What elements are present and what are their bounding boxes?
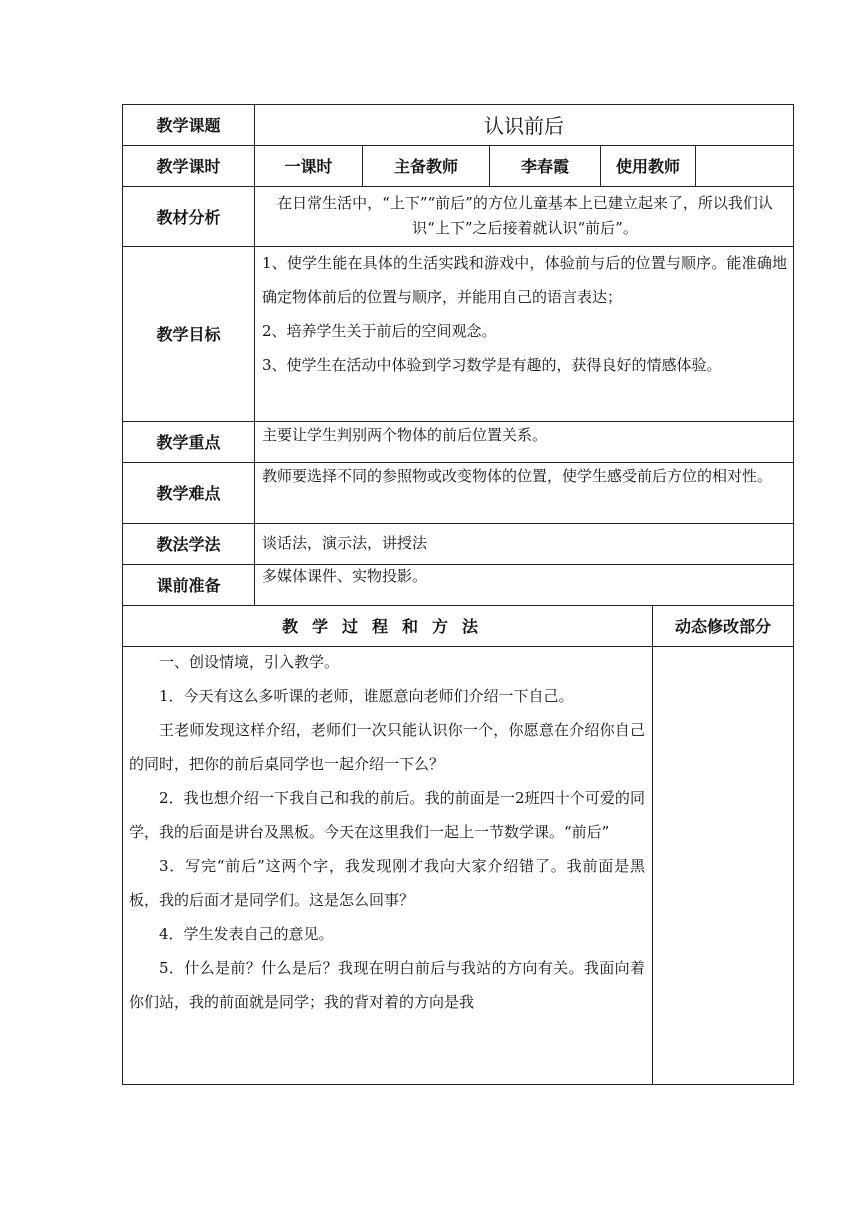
lead-teacher-value: 李春霞 [520, 157, 569, 176]
key-label: 教学重点 [156, 433, 221, 452]
user-teacher-label: 使用教师 [615, 157, 680, 176]
process-paragraph: 4．学生发表自己的意见。 [159, 925, 334, 943]
process-paragraph: 3．写完“前后”这两个字，我发现刚才我向大家介绍错了。我前面是黑板，我的后面才是同学们。这是怎么回事？ [129, 857, 645, 909]
key-text: 主要让学生判别两个物体的前后位置关系。 [262, 426, 548, 444]
table-border-right [793, 104, 794, 1085]
process-body [129, 645, 645, 1083]
dynamic-header: 动态修改部分 [674, 617, 771, 636]
hours-label: 教学课时 [156, 157, 221, 176]
difficulty-label: 教学难点 [156, 484, 221, 503]
topic-value: 认识前后 [484, 114, 564, 138]
analysis-text: 在日常生活中，“上下”“前后”的方位儿童基本上已建立起来了，所以我们认识“上下”之后接着就认识“前后”。 [277, 194, 773, 237]
process-paragraph: 2．我也想介绍一下我自己和我的前后。我的前面是一2班四十个可爱的同学，我的后面是讲台及黑板。今天在这里我们一起上一节数学课。“前后” [129, 789, 645, 841]
process-paragraph: 1．今天有这么多听课的老师，谁愿意向老师们介绍一下自己。 [159, 687, 574, 705]
analysis-label: 教材分析 [156, 207, 221, 227]
method-label: 教法学法 [156, 535, 221, 554]
goal-item: 3、使学生在活动中体验到学习数学是有趣的，获得良好的情感体验。 [262, 356, 722, 374]
prep-text: 多媒体课件、实物投影。 [262, 567, 428, 585]
goal-item: 2、培养学生关于前后的空间观念。 [262, 322, 497, 340]
goals-label: 教学目标 [156, 325, 221, 344]
hours-value: 一课时 [284, 157, 333, 176]
process-paragraph: 一、创设情境，引入教学。 [159, 653, 340, 671]
table-border-bottom [122, 1084, 794, 1085]
goal-item: 1、使学生能在具体的生活实践和游戏中，体验前与后的位置与顺序。能准确地确定物体前后的位置与顺序，并能用自己的语言表达； [262, 254, 787, 306]
prep-label: 课前准备 [156, 576, 221, 595]
topic-label: 教学课题 [156, 116, 221, 135]
method-text: 谈话法，演示法，讲授法 [262, 534, 428, 552]
user-teacher-value [696, 145, 793, 186]
goals-text [262, 246, 787, 420]
process-column-divider [652, 605, 653, 1084]
process-header: 教学过程和方法 [281, 617, 492, 636]
process-paragraph: 5．什么是前？什么是后？我现在明白前后与我站的方向有关。我面向着你们站，我的前面就是同学；我的背对着的方向是我 [129, 959, 645, 1011]
difficulty-text: 教师要选择不同的参照物或改变物体的位置，使学生感受前后方位的相对性。 [262, 467, 773, 485]
lead-teacher-label: 主备教师 [393, 157, 458, 176]
process-paragraph: 王老师发现这样介绍，老师们一次只能认识你一个，你愿意在介绍你自己的同时，把你的前后桌同学也一起介绍一下么？ [129, 721, 645, 773]
